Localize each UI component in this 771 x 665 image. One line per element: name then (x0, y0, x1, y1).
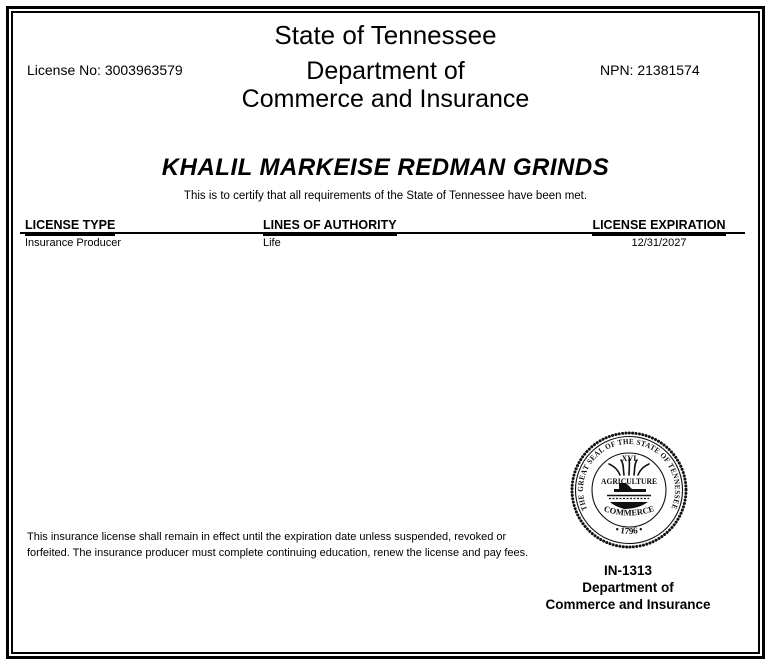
seal-ground-art (607, 496, 651, 499)
seal-agriculture-text: AGRICULTURE (601, 477, 657, 486)
footer-department-line1: Department of (582, 580, 674, 595)
seal-ring-text: THE GREAT SEAL OF THE STATE OF TENNESSEE (575, 436, 683, 513)
form-footer-block (540, 562, 716, 613)
table-cell-license-type: Insurance Producer (25, 237, 121, 249)
state-title: State of Tennessee (274, 20, 497, 50)
license-number-label: License No: 3003963579 (27, 62, 183, 78)
seal-year-text: • 1796 • (614, 523, 644, 536)
column-header-license-expiration-label: LICENSE EXPIRATION (592, 219, 725, 236)
disclaimer-paragraph (27, 529, 528, 561)
seal-numeral-text: XVI (621, 454, 637, 463)
table-cell-lines-of-authority: Life (263, 237, 281, 249)
department-title-line2: Commerce and Insurance (241, 85, 530, 113)
licensee-name: KHALIL MARKEISE REDMAN GRINDS (161, 154, 610, 181)
column-header-lines-of-authority-label: LINES OF AUTHORITY (263, 219, 397, 236)
form-number: IN-1313 (603, 563, 653, 578)
column-header-license-type-label: LICENSE TYPE (25, 219, 115, 236)
npn-label: NPN: 21381574 (600, 62, 700, 78)
department-title-line1: Department of (306, 57, 465, 85)
table-cell-license-expiration: 12/31/2027 (631, 237, 687, 249)
seal-plant-art (609, 459, 649, 475)
tennessee-state-seal-icon (568, 429, 690, 551)
seal-commerce-text: COMMERCE (602, 503, 656, 518)
disclaimer-line-1: This insurance license shall remain in effect until the expiration date unless suspended, revoked or (27, 531, 507, 543)
table-header-rule (20, 232, 745, 234)
footer-department-line2: Commerce and Insurance (545, 597, 711, 612)
certification-statement: This is to certify that all requirements of the State of Tennessee have been met. (183, 190, 588, 202)
disclaimer-line-2: forfeited. The insurance producer must complete continuing education, renew the license and pay fees. (27, 547, 529, 559)
